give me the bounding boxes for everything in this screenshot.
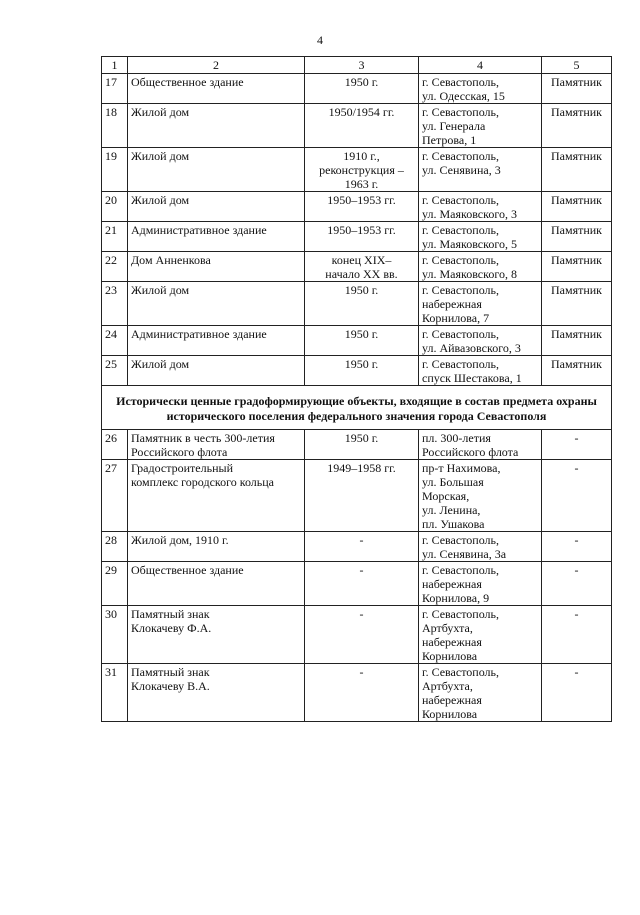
object-date: конец XIX– начало XX вв. bbox=[305, 252, 419, 282]
table-row bbox=[102, 192, 612, 222]
object-address: г. Севастополь, ул. Сенявина, 3 bbox=[419, 148, 542, 192]
object-address: г. Севастополь, ул. Маяковского, 3 bbox=[419, 192, 542, 222]
object-address: г. Севастополь, ул. Сенявина, 3а bbox=[419, 532, 542, 562]
object-name: Градостроительный комплекс городского кольца bbox=[128, 460, 305, 532]
object-status: Памятник bbox=[542, 222, 612, 252]
object-status: - bbox=[542, 532, 612, 562]
object-date: - bbox=[305, 532, 419, 562]
object-name: Жилой дом bbox=[128, 192, 305, 222]
object-status: Памятник bbox=[542, 356, 612, 386]
table-row bbox=[102, 222, 612, 252]
object-date: 1950 г. bbox=[305, 282, 419, 326]
object-date: 1950 г. bbox=[305, 74, 419, 104]
object-name: Памятный знак Клокачеву В.А. bbox=[128, 664, 305, 722]
table-row bbox=[102, 532, 612, 562]
object-name: Памятный знак Клокачеву Ф.А. bbox=[128, 606, 305, 664]
object-name: Административное здание bbox=[128, 222, 305, 252]
object-status: Памятник bbox=[542, 282, 612, 326]
object-address: г. Севастополь, набережная Корнилова, 7 bbox=[419, 282, 542, 326]
object-status: - bbox=[542, 430, 612, 460]
object-date: 1910 г., реконструкция – 1963 г. bbox=[305, 148, 419, 192]
column-header-3: 3 bbox=[305, 57, 419, 74]
object-address: г. Севастополь, Артбухта, набережная Корнилова bbox=[419, 664, 542, 722]
row-number: 25 bbox=[102, 356, 128, 386]
object-date: 1950–1953 гг. bbox=[305, 222, 419, 252]
object-date: - bbox=[305, 562, 419, 606]
row-number: 31 bbox=[102, 664, 128, 722]
row-number: 27 bbox=[102, 460, 128, 532]
table-row bbox=[102, 664, 612, 722]
object-name: Жилой дом, 1910 г. bbox=[128, 532, 305, 562]
section-heading: Исторически ценные градоформирующие объекты, входящие в состав предмета охраны исторического поселения федерального значения города Севастополя bbox=[102, 386, 612, 430]
column-header-4: 4 bbox=[419, 57, 542, 74]
monuments-table bbox=[101, 56, 612, 722]
table-row bbox=[102, 74, 612, 104]
object-name: Жилой дом bbox=[128, 356, 305, 386]
table-row bbox=[102, 562, 612, 606]
table-header-row bbox=[102, 57, 612, 74]
object-address: г. Севастополь, ул. Генерала Петрова, 1 bbox=[419, 104, 542, 148]
object-name: Административное здание bbox=[128, 326, 305, 356]
row-number: 30 bbox=[102, 606, 128, 664]
object-date: 1950 г. bbox=[305, 326, 419, 356]
object-name: Общественное здание bbox=[128, 562, 305, 606]
table-row bbox=[102, 252, 612, 282]
row-number: 21 bbox=[102, 222, 128, 252]
object-date: 1950 г. bbox=[305, 356, 419, 386]
object-address: г. Севастополь, ул. Айвазовского, 3 bbox=[419, 326, 542, 356]
row-number: 18 bbox=[102, 104, 128, 148]
row-number: 20 bbox=[102, 192, 128, 222]
object-date: - bbox=[305, 606, 419, 664]
table-row bbox=[102, 356, 612, 386]
object-name: Памятник в честь 300-летия Российского флота bbox=[128, 430, 305, 460]
object-address: пл. 300-летия Российского флота bbox=[419, 430, 542, 460]
object-address: г. Севастополь, набережная Корнилова, 9 bbox=[419, 562, 542, 606]
column-header-5: 5 bbox=[542, 57, 612, 74]
object-address: г. Севастополь, спуск Шестакова, 1 bbox=[419, 356, 542, 386]
row-number: 26 bbox=[102, 430, 128, 460]
object-status: - bbox=[542, 460, 612, 532]
column-header-1: 1 bbox=[102, 57, 128, 74]
row-number: 17 bbox=[102, 74, 128, 104]
object-status: Памятник bbox=[542, 74, 612, 104]
object-name: Дом Анненкова bbox=[128, 252, 305, 282]
object-address: пр-т Нахимова, ул. Большая Морская, ул. Ленина, пл. Ушакова bbox=[419, 460, 542, 532]
object-status: Памятник bbox=[542, 104, 612, 148]
object-name: Жилой дом bbox=[128, 104, 305, 148]
object-name: Общественное здание bbox=[128, 74, 305, 104]
table-row bbox=[102, 104, 612, 148]
object-date: - bbox=[305, 664, 419, 722]
object-status: - bbox=[542, 664, 612, 722]
row-number: 19 bbox=[102, 148, 128, 192]
object-date: 1949–1958 гг. bbox=[305, 460, 419, 532]
object-date: 1950 г. bbox=[305, 430, 419, 460]
object-address: г. Севастополь, ул. Маяковского, 5 bbox=[419, 222, 542, 252]
object-name: Жилой дом bbox=[128, 148, 305, 192]
object-date: 1950/1954 гг. bbox=[305, 104, 419, 148]
table-row bbox=[102, 430, 612, 460]
object-status: - bbox=[542, 606, 612, 664]
row-number: 29 bbox=[102, 562, 128, 606]
object-address: г. Севастополь, Артбухта, набережная Корнилова bbox=[419, 606, 542, 664]
object-address: г. Севастополь, ул. Одесская, 15 bbox=[419, 74, 542, 104]
row-number: 23 bbox=[102, 282, 128, 326]
table-row bbox=[102, 460, 612, 532]
row-number: 24 bbox=[102, 326, 128, 356]
column-header-2: 2 bbox=[128, 57, 305, 74]
table-row bbox=[102, 326, 612, 356]
object-status: Памятник bbox=[542, 252, 612, 282]
table-row bbox=[102, 606, 612, 664]
object-address: г. Севастополь, ул. Маяковского, 8 bbox=[419, 252, 542, 282]
row-number: 22 bbox=[102, 252, 128, 282]
table-row bbox=[102, 148, 612, 192]
section-heading-row bbox=[102, 386, 612, 430]
table-row bbox=[102, 282, 612, 326]
page-number: 4 bbox=[317, 33, 323, 47]
object-status: Памятник bbox=[542, 326, 612, 356]
object-status: - bbox=[542, 562, 612, 606]
object-name: Жилой дом bbox=[128, 282, 305, 326]
object-status: Памятник bbox=[542, 148, 612, 192]
object-status: Памятник bbox=[542, 192, 612, 222]
row-number: 28 bbox=[102, 532, 128, 562]
object-date: 1950–1953 гг. bbox=[305, 192, 419, 222]
